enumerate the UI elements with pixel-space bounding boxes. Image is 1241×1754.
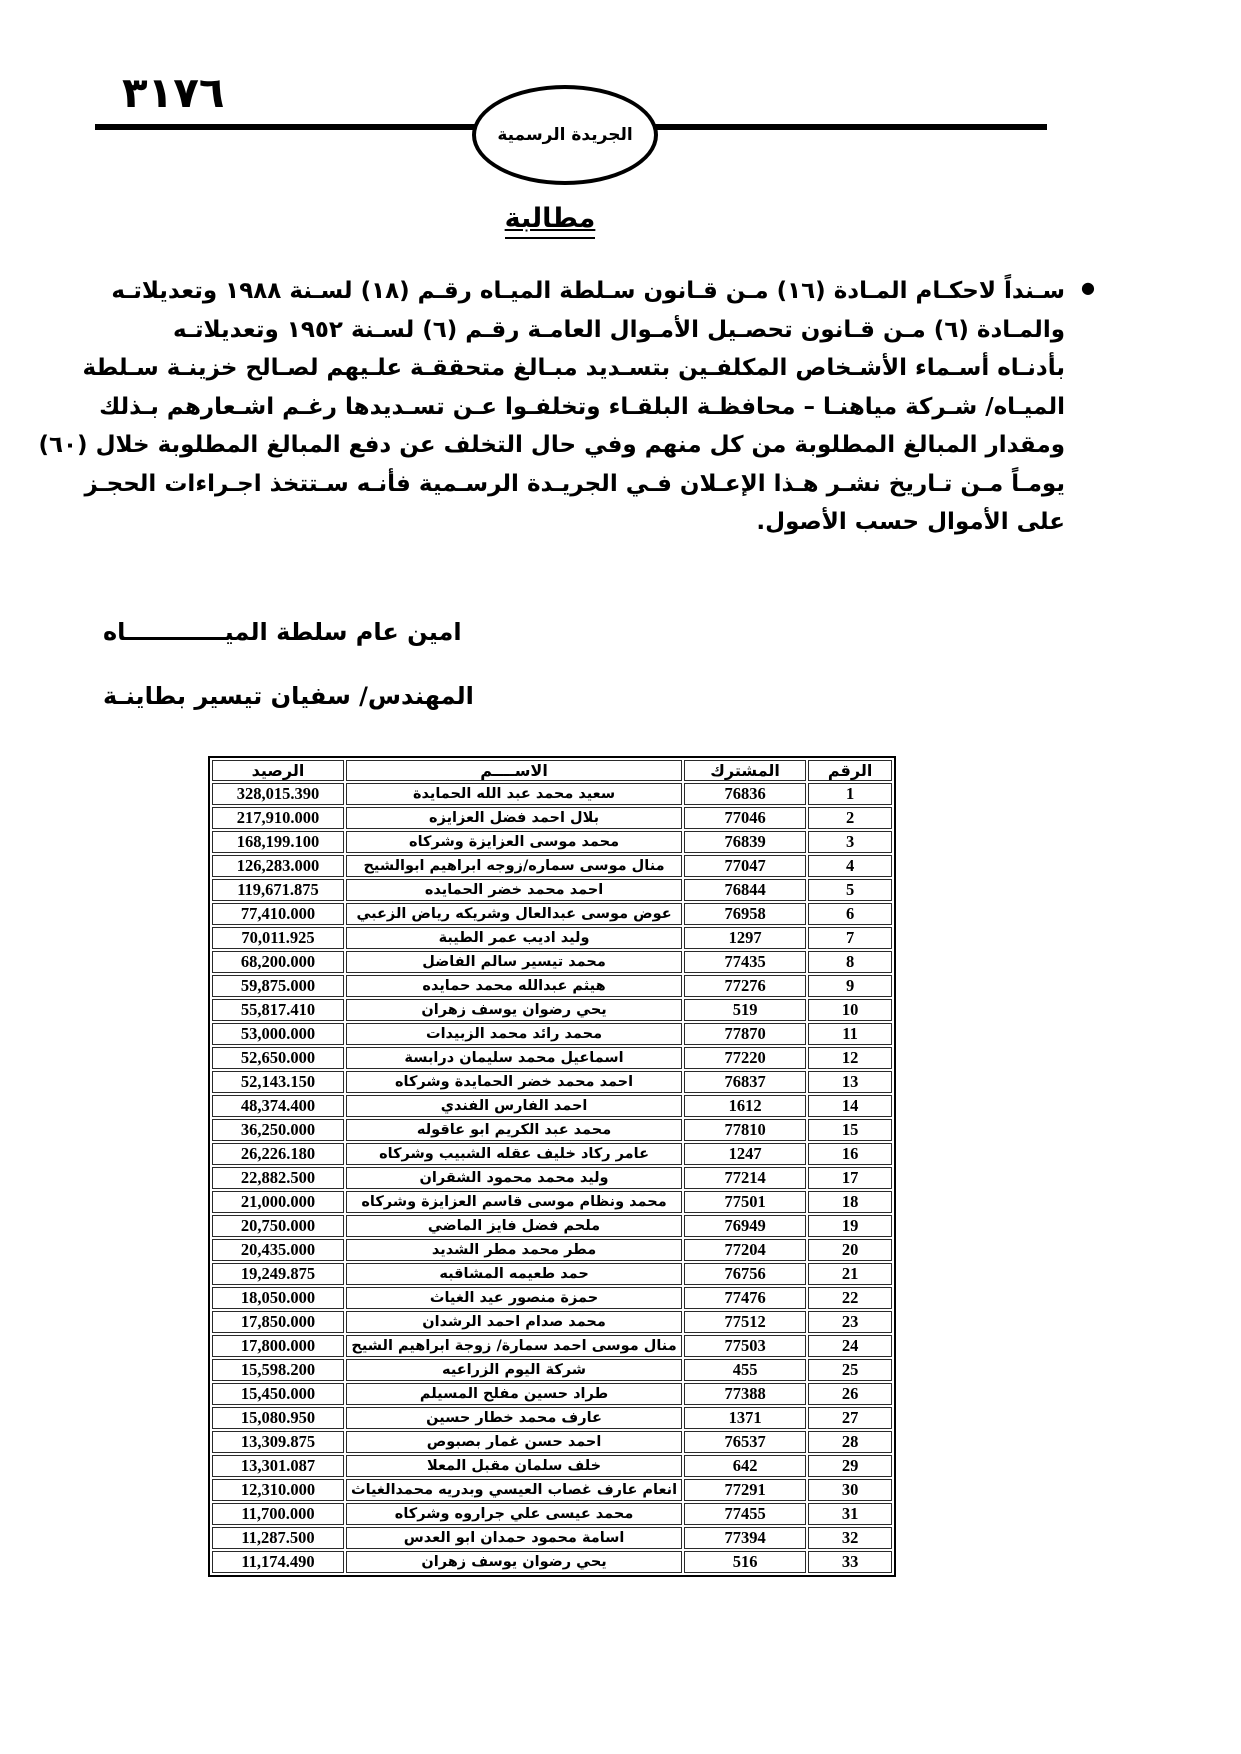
row-number-cell: 21: [808, 1263, 892, 1285]
row-number-cell: 5: [808, 879, 892, 901]
table-row: [212, 1095, 892, 1117]
table-row: [212, 807, 892, 829]
balance-cell: 59,875.000: [212, 975, 344, 997]
name-cell: احمد حسن غمار بصبوص: [346, 1431, 682, 1453]
notice-body: [38, 272, 1095, 542]
subscriber-id-cell: 77810: [684, 1119, 806, 1141]
balance-cell: 15,598.200: [212, 1359, 344, 1381]
column-header-name: الاســــم: [346, 760, 682, 781]
row-number-cell: 20: [808, 1239, 892, 1261]
subscriber-id-cell: 1612: [684, 1095, 806, 1117]
balance-cell: 15,450.000: [212, 1383, 344, 1405]
name-cell: عامر ركاد خليف عقله الشبيب وشركاه: [346, 1143, 682, 1165]
subscriber-id-cell: 77291: [684, 1479, 806, 1501]
table-row: [212, 1383, 892, 1405]
row-number-cell: 2: [808, 807, 892, 829]
subscriber-id-cell: 455: [684, 1359, 806, 1381]
table-row: [212, 1215, 892, 1237]
notice-body-line: بأدنـاه أسـماء الأشـخاص المكلفـين بتسـديد مبـالغ متحققـة علـيهم لصـالح خزينـة سـلطة: [82, 355, 1065, 381]
subscriber-id-cell: 76949: [684, 1215, 806, 1237]
balance-cell: 22,882.500: [212, 1167, 344, 1189]
name-cell: حمد طعيمه المشاقبه: [346, 1263, 682, 1285]
subscriber-id-cell: 77394: [684, 1527, 806, 1549]
name-cell: سعيد محمد عبد الله الحمايدة: [346, 783, 682, 805]
name-cell: اسماعيل محمد سليمان درابسة: [346, 1047, 682, 1069]
claims-table-wrap: [208, 756, 896, 1577]
subscriber-id-cell: 76844: [684, 879, 806, 901]
row-number-cell: 28: [808, 1431, 892, 1453]
table-row: [212, 1407, 892, 1429]
subscriber-id-cell: 77512: [684, 1311, 806, 1333]
balance-cell: 168,199.100: [212, 831, 344, 853]
balance-cell: 126,283.000: [212, 855, 344, 877]
row-number-cell: 13: [808, 1071, 892, 1093]
table-row: [212, 1455, 892, 1477]
subscriber-id-cell: 76837: [684, 1071, 806, 1093]
subscriber-id-cell: 77501: [684, 1191, 806, 1213]
table-row: [212, 1047, 892, 1069]
row-number-cell: 33: [808, 1551, 892, 1573]
balance-cell: 48,374.400: [212, 1095, 344, 1117]
table-row: [212, 879, 892, 901]
table-row: [212, 783, 892, 805]
balance-cell: 11,287.500: [212, 1527, 344, 1549]
name-cell: محمد صدام احمد الرشدان: [346, 1311, 682, 1333]
row-number-cell: 11: [808, 1023, 892, 1045]
balance-cell: 70,011.925: [212, 927, 344, 949]
column-header-balance: الرصيد: [212, 760, 344, 781]
name-cell: محمد رائد محمد الزبيدات: [346, 1023, 682, 1045]
table-row: [212, 1023, 892, 1045]
subscriber-id-cell: 642: [684, 1455, 806, 1477]
subscriber-id-cell: 76836: [684, 783, 806, 805]
table-row: [212, 1191, 892, 1213]
subscriber-id-cell: 516: [684, 1551, 806, 1573]
row-number-cell: 18: [808, 1191, 892, 1213]
subscriber-id-cell: 76839: [684, 831, 806, 853]
balance-cell: 21,000.000: [212, 1191, 344, 1213]
notice-body-line: يومـاً مـن تـاريخ نشـر هـذا الإعـلان فـي الجريـدة الرسـمية فأنـه سـتتخذ اجـراءات الحجـز: [84, 470, 1065, 497]
row-number-cell: 14: [808, 1095, 892, 1117]
name-cell: احمد محمد خضر الحمايدة وشركاه: [346, 1071, 682, 1093]
balance-cell: 17,800.000: [212, 1335, 344, 1357]
name-cell: انعام عارف غصاب العيسي وبدريه محمدالغياث: [346, 1479, 682, 1501]
row-number-cell: 8: [808, 951, 892, 973]
table-row: [212, 1287, 892, 1309]
balance-cell: 12,310.000: [212, 1479, 344, 1501]
row-number-cell: 25: [808, 1359, 892, 1381]
balance-cell: 68,200.000: [212, 951, 344, 973]
bullet-icon: ●: [1081, 278, 1095, 297]
balance-cell: 52,650.000: [212, 1047, 344, 1069]
table-row: [212, 1311, 892, 1333]
subscriber-id-cell: 1371: [684, 1407, 806, 1429]
row-number-cell: 22: [808, 1287, 892, 1309]
name-cell: طراد حسين مفلح المسيلم: [346, 1383, 682, 1405]
subscriber-id-cell: 1247: [684, 1143, 806, 1165]
row-number-cell: 32: [808, 1527, 892, 1549]
row-number-cell: 10: [808, 999, 892, 1021]
balance-cell: 11,174.490: [212, 1551, 344, 1573]
balance-cell: 55,817.410: [212, 999, 344, 1021]
balance-cell: 119,671.875: [212, 879, 344, 901]
notice-body-line: ومقدار المبالغ المطلوبة من كل منهم وفي حال التخلف عن دفع المبالغ المطلوبة خلال (٦٠): [38, 432, 1065, 458]
row-number-cell: 4: [808, 855, 892, 877]
name-cell: اسامة محمود حمدان ابو العدس: [346, 1527, 682, 1549]
name-cell: وليد محمد محمود الشقران: [346, 1167, 682, 1189]
table-row: [212, 855, 892, 877]
subscriber-id-cell: 77870: [684, 1023, 806, 1045]
row-number-cell: 27: [808, 1407, 892, 1429]
column-header-subscriber: المشترك: [684, 760, 806, 781]
row-number-cell: 1: [808, 783, 892, 805]
name-cell: احمد محمد خضر الحمايده: [346, 879, 682, 901]
subscriber-id-cell: 76958: [684, 903, 806, 925]
notice-body-line: والمـادة (٦) مـن قـانون تحصـيل الأمـوال العامـة رقـم (٦) لسـنة ١٩٥٢ وتعديلاتـه: [173, 316, 1065, 343]
row-number-cell: 31: [808, 1503, 892, 1525]
table-row: [212, 1503, 892, 1525]
notice-body-line: على الأموال حسب الأصول.: [756, 509, 1065, 535]
row-number-cell: 17: [808, 1167, 892, 1189]
balance-cell: 13,309.875: [212, 1431, 344, 1453]
name-cell: محمد ونظام موسى قاسم العزايزة وشركاه: [346, 1191, 682, 1213]
balance-cell: 217,910.000: [212, 807, 344, 829]
subscriber-id-cell: 77388: [684, 1383, 806, 1405]
balance-cell: 36,250.000: [212, 1119, 344, 1141]
subscriber-id-cell: 77435: [684, 951, 806, 973]
table-row: [212, 999, 892, 1021]
table-body: [212, 783, 892, 1573]
table-row: [212, 1335, 892, 1357]
subscriber-id-cell: 77220: [684, 1047, 806, 1069]
balance-cell: 13,301.087: [212, 1455, 344, 1477]
row-number-cell: 19: [808, 1215, 892, 1237]
subscriber-id-cell: 77503: [684, 1335, 806, 1357]
subscriber-id-cell: 77476: [684, 1287, 806, 1309]
table-row: [212, 1479, 892, 1501]
row-number-cell: 29: [808, 1455, 892, 1477]
table-row: [212, 1239, 892, 1261]
subscriber-id-cell: 519: [684, 999, 806, 1021]
page-number: ٣١٧٦: [122, 68, 225, 117]
notice-title: مطالبة: [505, 203, 596, 239]
table-row: [212, 927, 892, 949]
subscriber-id-cell: 76756: [684, 1263, 806, 1285]
notice-title-wrap: [0, 203, 1100, 239]
name-cell: منال موسى احمد سمارة/ زوجة ابراهيم الشيح: [346, 1335, 682, 1357]
claims-table: [208, 756, 896, 1577]
table-row: [212, 1167, 892, 1189]
balance-cell: 11,700.000: [212, 1503, 344, 1525]
name-cell: مطر محمد مطر الشديد: [346, 1239, 682, 1261]
table-row: [212, 1359, 892, 1381]
name-cell: خلف سلمان مقبل المعلا: [346, 1455, 682, 1477]
signature-name: المهندس/ سفيان تيسير بطاينـة: [103, 682, 474, 710]
name-cell: محمد تيسير سالم الفاضل: [346, 951, 682, 973]
name-cell: عوض موسى عبدالعال وشريكه رياض الزعبي: [346, 903, 682, 925]
notice-body-line: سـنداً لاحكـام المـادة (١٦) مـن قـانون سـلطة الميـاه رقـم (١٨) لسـنة ١٩٨٨ وتعديلاتـه: [111, 278, 1065, 304]
gazette-seal: [472, 85, 658, 185]
row-number-cell: 30: [808, 1479, 892, 1501]
row-number-cell: 12: [808, 1047, 892, 1069]
column-header-number: الرقم: [808, 760, 892, 781]
subscriber-id-cell: 76537: [684, 1431, 806, 1453]
name-cell: شركة اليوم الزراعيه: [346, 1359, 682, 1381]
balance-cell: 15,080.950: [212, 1407, 344, 1429]
balance-cell: 328,015.390: [212, 783, 344, 805]
row-number-cell: 15: [808, 1119, 892, 1141]
row-number-cell: 23: [808, 1311, 892, 1333]
subscriber-id-cell: 77047: [684, 855, 806, 877]
balance-cell: 26,226.180: [212, 1143, 344, 1165]
name-cell: عارف محمد خطار حسين: [346, 1407, 682, 1429]
balance-cell: 77,410.000: [212, 903, 344, 925]
notice-body-line: الميـاه/ شـركة مياهنـا – محافظـة البلقـاء وتخلفـوا عـن تسـديدها رغـم اشـعارهم بـذلك: [99, 393, 1065, 420]
name-cell: بلال احمد فضل العزايزه: [346, 807, 682, 829]
name-cell: حمزة منصور عيد الغياث: [346, 1287, 682, 1309]
table-row: [212, 951, 892, 973]
table-row: [212, 831, 892, 853]
row-number-cell: 16: [808, 1143, 892, 1165]
table-row: [212, 1119, 892, 1141]
subscriber-id-cell: 77276: [684, 975, 806, 997]
table-row: [212, 903, 892, 925]
table-row: [212, 1527, 892, 1549]
table-header-row: [212, 760, 892, 781]
balance-cell: 20,435.000: [212, 1239, 344, 1261]
balance-cell: 19,249.875: [212, 1263, 344, 1285]
row-number-cell: 3: [808, 831, 892, 853]
subscriber-id-cell: 77214: [684, 1167, 806, 1189]
subscriber-id-cell: 77046: [684, 807, 806, 829]
table-row: [212, 1551, 892, 1573]
name-cell: محمد عبد الكريم ابو عاقوله: [346, 1119, 682, 1141]
signature-role: امين عام سلطة الميــــــــــــاه: [103, 618, 462, 646]
row-number-cell: 24: [808, 1335, 892, 1357]
balance-cell: 18,050.000: [212, 1287, 344, 1309]
subscriber-id-cell: 1297: [684, 927, 806, 949]
name-cell: محمد عيسى علي جراروه وشركاه: [346, 1503, 682, 1525]
name-cell: احمد الفارس الفندي: [346, 1095, 682, 1117]
table-row: [212, 1143, 892, 1165]
table-row: [212, 1431, 892, 1453]
table-row: [212, 975, 892, 997]
balance-cell: 20,750.000: [212, 1215, 344, 1237]
name-cell: يحي رضوان يوسف زهران: [346, 999, 682, 1021]
table-row: [212, 1263, 892, 1285]
balance-cell: 52,143.150: [212, 1071, 344, 1093]
name-cell: منال موسى سماره/زوجه ابراهيم ابوالشيح: [346, 855, 682, 877]
balance-cell: 17,850.000: [212, 1311, 344, 1333]
name-cell: يحي رضوان يوسف زهران: [346, 1551, 682, 1573]
name-cell: هيثم عبدالله محمد حمايده: [346, 975, 682, 997]
table-row: [212, 1071, 892, 1093]
name-cell: محمد موسى العزايزة وشركاه: [346, 831, 682, 853]
row-number-cell: 9: [808, 975, 892, 997]
balance-cell: 53,000.000: [212, 1023, 344, 1045]
row-number-cell: 6: [808, 903, 892, 925]
name-cell: وليد اديب عمر الطيبة: [346, 927, 682, 949]
row-number-cell: 26: [808, 1383, 892, 1405]
row-number-cell: 7: [808, 927, 892, 949]
name-cell: ملحم فضل فايز الماضي: [346, 1215, 682, 1237]
gazette-title: الجريدة الرسمية: [497, 125, 633, 145]
subscriber-id-cell: 77204: [684, 1239, 806, 1261]
subscriber-id-cell: 77455: [684, 1503, 806, 1525]
